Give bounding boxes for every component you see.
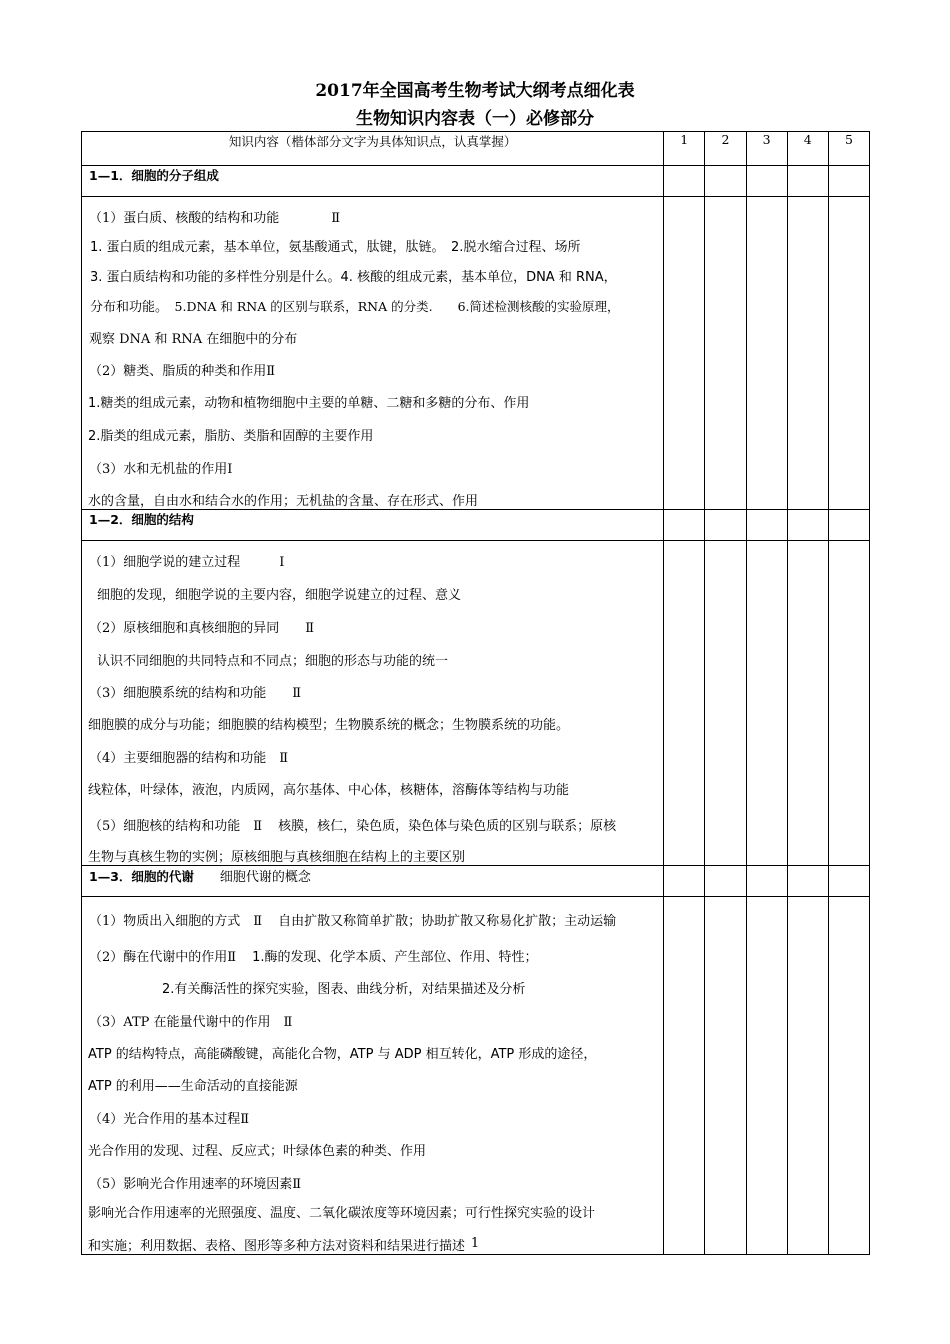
knowledge-table bbox=[81, 131, 870, 1255]
detail-line: 认识不同细胞的共同特点和不同点；细胞的形态与功能的统一 bbox=[97, 654, 449, 669]
section-row bbox=[82, 510, 870, 541]
topic-line: （1）物质出入细胞的方式 Ⅱ 自由扩散又称简单扩散；协助扩散又称易化扩散；主动运输 bbox=[89, 914, 617, 929]
document-subtitle: 生物知识内容表（一）必修部分 bbox=[356, 109, 594, 129]
section-content-row bbox=[82, 541, 870, 866]
page-number: 1 bbox=[470, 1236, 480, 1251]
detail-line: 细胞膜的成分与功能；细胞膜的结构模型；生物膜系统的概念；生物膜系统的功能。 bbox=[88, 718, 570, 733]
detail-line: ATP 的利用——生命活动的直接能源 bbox=[88, 1079, 298, 1094]
topic-line: （3）ATP 在能量代谢中的作用 Ⅱ bbox=[89, 1015, 293, 1030]
detail-line: 观察 DNA 和 RNA 在细胞中的分布 bbox=[89, 332, 298, 347]
header-content: 知识内容（楷体部分文字为具体知识点，认真掌握） bbox=[82, 132, 664, 166]
header-col-4: 4 bbox=[787, 132, 828, 166]
detail-line: （5）细胞核的结构和功能 Ⅱ 核膜，核仁，染色质，染色体与染色质的区别与联系；原核 bbox=[89, 819, 617, 834]
detail-line: 细胞的发现，细胞学说的主要内容，细胞学说建立的过程、意义 bbox=[97, 588, 462, 603]
topic-line: （3）细胞膜系统的结构和功能 Ⅱ bbox=[89, 686, 302, 701]
section-heading-extra: 细胞代谢的概念 bbox=[219, 870, 311, 885]
topic-line: （3）水和无机盐的作用Ⅰ bbox=[89, 462, 233, 477]
detail-line: 生物与真核生物的实例；原核细胞与真核细胞在结构上的主要区别 bbox=[88, 850, 466, 865]
section-content-row bbox=[82, 897, 870, 1255]
detail-line: 光合作用的发现、过程、反应式；叶绿体色素的种类、作用 bbox=[88, 1144, 427, 1159]
detail-line: 和实施；利用数据、表格、图形等多种方法对资料和结果进行描述 bbox=[88, 1239, 466, 1254]
topic-line: （1）蛋白质、核酸的结构和功能 Ⅱ bbox=[89, 211, 341, 226]
detail-line: 2.有关酶活性的探究实验，图表、曲线分析，对结果描述及分析 bbox=[162, 982, 526, 997]
topic-line: （4）主要细胞器的结构和功能 Ⅱ bbox=[89, 751, 289, 766]
detail-line: 3. 蛋白质结构和功能的多样性分别是什么。4. 核酸的组成元素，基本单位，DNA 和 RNA， bbox=[90, 270, 617, 285]
topic-line: （5）影响光合作用速率的环境因素Ⅱ bbox=[89, 1177, 302, 1192]
header-col-2: 2 bbox=[705, 132, 746, 166]
section-heading: 1—3．细胞的代谢 bbox=[89, 869, 194, 884]
section-heading: 1—2．细胞的结构 bbox=[89, 512, 194, 527]
topic-line: （2）糖类、脂质的种类和作用Ⅱ bbox=[89, 364, 276, 379]
detail-line: 2.脂类的组成元素，脂肪、类脂和固醇的主要作用 bbox=[88, 429, 374, 444]
detail-line: 影响光合作用速率的光照强度、温度、二氧化碳浓度等环境因素；可行性探究实验的设计 bbox=[88, 1206, 596, 1221]
topic-line: （1）细胞学说的建立过程 Ⅰ bbox=[89, 555, 285, 570]
header-col-5: 5 bbox=[828, 132, 869, 166]
detail-line: 1.糖类的组成元素，动物和植物细胞中主要的单糖、二糖和多糖的分布、作用 bbox=[88, 396, 530, 411]
section-heading: 1—1．细胞的分子组成 bbox=[89, 168, 219, 183]
header-col-1: 1 bbox=[664, 132, 705, 166]
table-header-row bbox=[82, 132, 870, 166]
topic-line: （2）原核细胞和真核细胞的异同 Ⅱ bbox=[89, 621, 315, 636]
detail-line: 线粒体，叶绿体，液泡，内质网，高尔基体、中心体，核糖体，溶酶体等结构与功能 bbox=[88, 783, 570, 798]
section-content-row bbox=[82, 197, 870, 510]
section-row bbox=[82, 166, 870, 197]
detail-line: ATP 的结构特点，高能磷酸键，高能化合物，ATP 与 ADP 相互转化，ATP 形成的途径， bbox=[88, 1047, 597, 1062]
detail-line: 水的含量，自由水和结合水的作用；无机盐的含量、存在形式、作用 bbox=[88, 494, 479, 509]
header-col-3: 3 bbox=[746, 132, 787, 166]
detail-line: 分布和功能。 5.DNA 和 RNA 的区别与联系，RNA 的分类. 6.简述检测核酸的实验原理， bbox=[90, 299, 620, 315]
document-title: 2017年全国高考生物考试大纲考点细化表 bbox=[315, 81, 635, 101]
topic-line: （2）酶在代谢中的作用Ⅱ 1.酶的发现、化学本质、产生部位、作用、特性； bbox=[89, 950, 538, 965]
detail-line: 1. 蛋白质的组成元素，基本单位，氨基酸通式，肽键，肽链。 2.脱水缩合过程、场所 bbox=[90, 240, 581, 255]
topic-line: （4）光合作用的基本过程Ⅱ bbox=[89, 1112, 250, 1127]
section-row bbox=[82, 866, 870, 897]
